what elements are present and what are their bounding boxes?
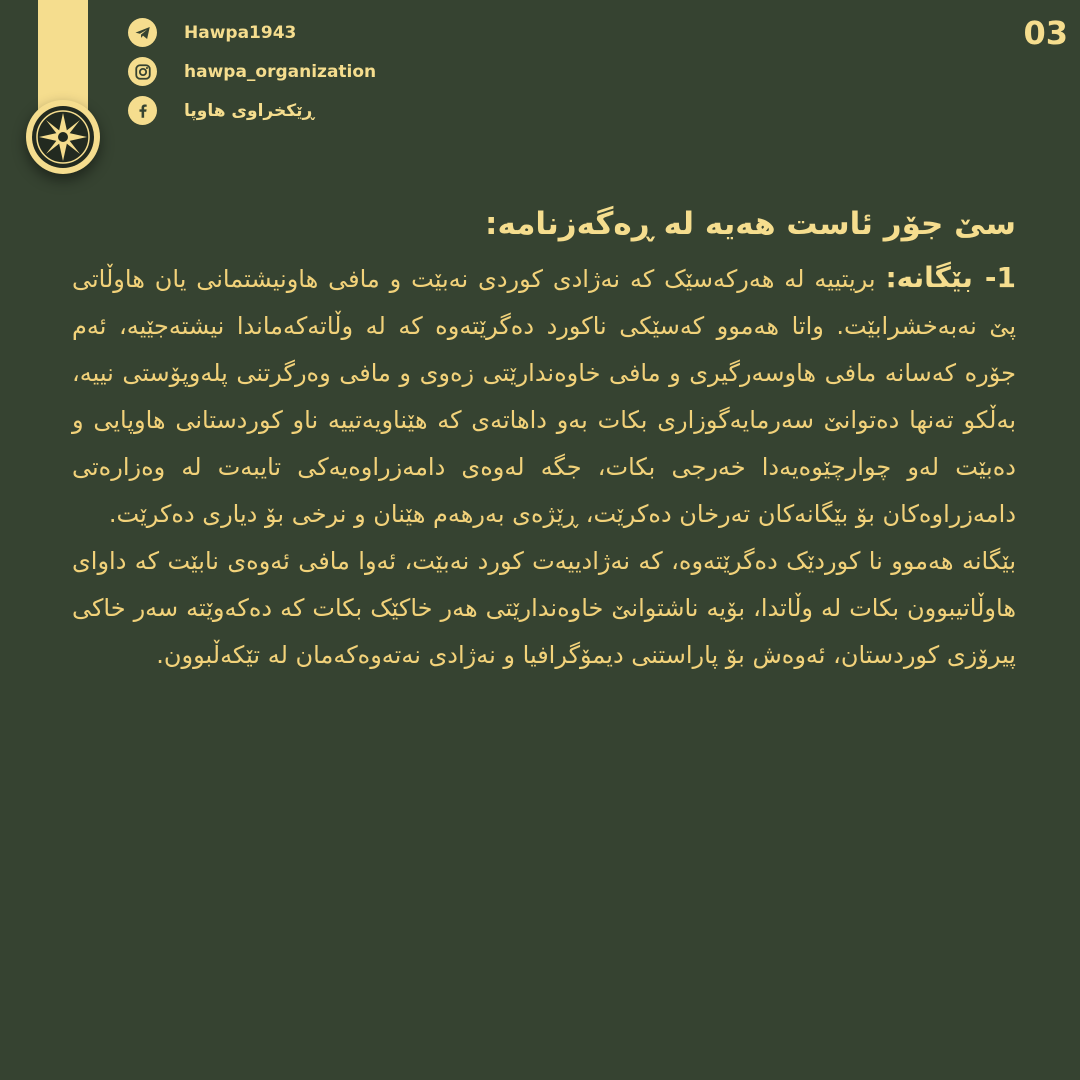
item-1-text: بریتییە لە هەرکەسێک کە نەژادی کوردی نەبێت و مافی هاونیشتمانی یان هاوڵاتی پێ نەبەخشرابێت. واتا هەموو کەسێکی ناکورد دەگرێتەوە کە لە وڵاتەکەماندا نیشتەجێیە، ئەم جۆرە کەسانە مافی هاوسەرگیری و مافی خاوەندارێتی زەوی و مافی وەرگرتنی پلەوپۆستی نییە، بەڵکو تەنها دەتوانێ سەرمایەگوزاری بکات بەو داهاتەی کە هێناویەتییە ناو کوردستانی هاوپایی و دەبێت لەو چوارچێوەیەدا خەرجی بکات، جگە لەوەی دامەزراوەیەکی تایبەت لە وەزارەتی دامەزراوەکان بۆ بێگانەکان تەرخان دەکرێت، ڕێژەی بەرهەم هێنان و نرخی بۆ دیاری دەکرێت. (72, 265, 1016, 528)
hawpa-emblem-icon (30, 104, 96, 170)
item-1-label: 1- بێگانە: (885, 261, 1016, 294)
telegram-handle: Hawpa1943 (184, 22, 297, 43)
instagram-handle: hawpa_organization (184, 61, 377, 82)
social-links (128, 18, 376, 125)
telegram-icon (128, 18, 157, 47)
facebook-icon (128, 96, 157, 125)
second-paragraph: بێگانە هەموو نا کوردێک دەگرێتەوە، کە نەژادییەت کورد نەبێت، ئەوا مافی ئەوەی نابێت کە داوای هاوڵاتیبوون بکات لە وڵاتدا، بۆیە ناشتوانێ خاوەندارێتی هەر خاکێک بکات کە دەکەوێتە سەر خاکی پیرۆزی کوردستان، ئەوەش بۆ پاراستنی دیمۆگرافیا و نەژادی نەتەوەکەمان لە تێکەڵبوون. (72, 547, 1016, 669)
social-row-facebook[interactable] (128, 96, 376, 125)
article-heading: سێ جۆر ئاست هەیە لە ڕەگەزنامە: (485, 206, 1016, 242)
article-body (72, 198, 1016, 679)
item-1-paragraph (72, 254, 1016, 538)
social-row-telegram[interactable] (128, 18, 376, 47)
instagram-icon (128, 57, 157, 86)
organization-logo (26, 100, 100, 174)
social-row-instagram[interactable] (128, 57, 376, 86)
facebook-page-name: ڕێکخراوی هاوپا (184, 100, 315, 121)
page-number: 03 (1023, 14, 1068, 52)
